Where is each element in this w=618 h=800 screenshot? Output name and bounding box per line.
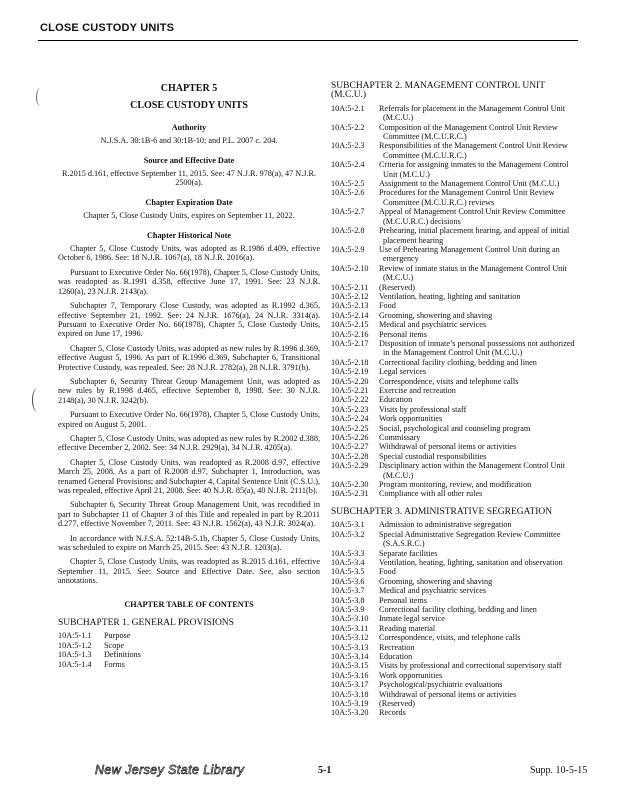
section-title: Records xyxy=(379,708,406,718)
toc-row xyxy=(331,292,581,301)
subchapter-3-title: SUBCHAPTER 3. ADMINISTRATIVE SEGREGATION xyxy=(331,506,553,517)
toc-row xyxy=(331,671,581,680)
toc-row xyxy=(331,643,581,652)
section-code: 10A:5-3.19 xyxy=(331,699,369,708)
section-title: Correspondence, visits, and telephone calls xyxy=(379,633,521,643)
subchapter-2-title: SUBCHAPTER 2. MANAGEMENT CONTROL UNIT (M.C.U.) xyxy=(331,81,545,101)
section-title: Grooming, showering and shaving xyxy=(379,310,493,320)
section-title: Withdrawal of personal items or activities xyxy=(379,689,517,699)
toc-title: CHAPTER TABLE OF CONTENTS xyxy=(124,599,254,609)
section-title: Prehearing, initial placement hearing, and appeal of initial placement hearing xyxy=(379,226,570,245)
section-title: Grooming, showering and shaving xyxy=(379,576,493,586)
toc-row xyxy=(331,520,581,529)
section-code: 10A:5-3.6 xyxy=(331,576,365,586)
toc-row xyxy=(331,699,581,708)
section-code: 10A:5-2.3 xyxy=(331,141,365,151)
section-title: Correctional facility clothing, bedding and linen xyxy=(379,357,537,367)
subchapter-3-list xyxy=(331,520,581,718)
toc-row xyxy=(331,433,581,442)
expiration-text: Chapter 5, Close Custody Units, expires on September 11, 2022. xyxy=(83,211,295,221)
toc-row xyxy=(58,631,320,640)
subchapter-1-list xyxy=(58,631,320,669)
section-title: Work opportunities xyxy=(379,670,443,680)
section-title: Admission to administrative segregation xyxy=(379,520,512,530)
section-code: 10A:5-3.12 xyxy=(331,633,369,643)
section-title: Visits by professional staff xyxy=(379,404,467,414)
toc-row xyxy=(331,452,581,461)
toc-row xyxy=(331,245,581,264)
history-paragraph: Chapter 5, Close Custody Units, was adopted as R.1986 d.409, effective October 6, 1986. See: 18 N.J.R. 1067(a), 18 N.J.R. 2016(a). xyxy=(58,244,320,263)
toc-row xyxy=(331,207,581,226)
toc-row xyxy=(331,414,581,423)
section-code: 10A:5-3.17 xyxy=(331,680,369,690)
section-code: 10A:5-2.7 xyxy=(331,207,365,217)
section-title: Reading material xyxy=(379,623,436,633)
section-code: 10A:5-2.24 xyxy=(331,414,369,424)
section-title: Correctional facility clothing, bedding and linen xyxy=(379,604,537,614)
margin-mark xyxy=(32,388,43,412)
source-text: R.2015 d.161, effective September 11, 2015. See: 47 N.J.R. 978(a), 47 N.J.R. 2500(a). xyxy=(61,169,316,188)
history-paragraph: In accordance with N.J.S.A. 52:14B-5.1b, Chapter 5, Close Custody Units, was scheduled to expire on March 25, 2015. See: 43 N.J.R. 1203(a). xyxy=(58,533,320,553)
section-code: 10A:5-2.18 xyxy=(331,357,369,367)
section-code: 10A:5-3.15 xyxy=(331,661,369,671)
section-title: (Reserved) xyxy=(379,699,415,708)
toc-row xyxy=(331,367,581,376)
section-title: Social, psychological and counseling program xyxy=(379,423,531,433)
chapter-number: CHAPTER 5 xyxy=(160,83,218,94)
toc-row xyxy=(331,624,581,633)
section-code: 10A:5-2.23 xyxy=(331,404,369,414)
toc-row xyxy=(331,661,581,670)
toc-row xyxy=(331,160,581,179)
toc-row xyxy=(331,480,581,489)
history-paragraph: Chapter 5, Close Custody Units, was readopted as R.2015 d.161, effective September 11, 2015. See: Source and Effective Date. See, also section annotations. xyxy=(58,557,320,586)
section-title: Education xyxy=(379,651,413,661)
section-code: 10A:5-3.18 xyxy=(331,689,369,699)
toc-row xyxy=(58,641,320,650)
section-title: (Reserved) xyxy=(379,282,415,292)
section-code: 10A:5-3.11 xyxy=(331,623,369,633)
history-paragraph: Pursuant to Executive Order No. 66(1978), Chapter 5, Close Custody Units, was readopted as R.1991 d.358, effective June 17, 1991. See: 23 N.J.R. 1260(a), 23 N.J.R. 2143(a). xyxy=(58,267,320,296)
section-code: 10A:5-1.1 xyxy=(58,631,92,641)
toc-row xyxy=(331,567,581,576)
section-code: 10A:5-2.22 xyxy=(331,395,369,405)
section-code: 10A:5-3.7 xyxy=(331,586,365,596)
section-code: 10A:5-1.3 xyxy=(58,650,92,660)
section-title: Medical and psychiatric services xyxy=(379,586,487,596)
section-title: Ventilation, heating, lighting and sanitation xyxy=(379,291,521,301)
history-paragraph: Chapter 5, Close Custody Units, was adopted as new rules by R.2002 d.388, effective December 2, 2002. See: 34 N.J.R. 2929(a), 34 N.J.R. 4205(a). xyxy=(58,433,320,453)
section-code: 10A:5-2.9 xyxy=(331,244,365,254)
subchapter-2-list xyxy=(331,104,581,499)
section-title: Disposition of inmate’s personal possessions not authorized in the Management Control Unit (M.C.U.) xyxy=(379,338,575,358)
toc-row xyxy=(58,650,320,659)
section-code: 10A:5-3.3 xyxy=(331,548,365,558)
section-title: Review of inmate status in the Management Control Unit (M.C.U.) xyxy=(379,263,567,283)
history-paragraph: Chapter 5, Close Custody Units, was readopted as R.2008 d.97, effective March 25, 2008. As a part of R.2008 d.97, Subchapter 1, Introduction, was renamed General Provisions; and Subchapter 4, Capital Sentence Unit (C.S.U.), was repealed, effective April 21, 2008. See: 40 N.J.R. 85(a), 40 N.J.R. 2111(b). xyxy=(58,457,320,495)
toc-row xyxy=(331,311,581,320)
section-code: 10A:5-3.8 xyxy=(331,595,365,605)
section-title: Use of Prehearing Management Control Unit during an emergency xyxy=(379,244,560,264)
history-heading: Chapter Historical Note xyxy=(147,230,231,240)
section-code: 10A:5-2.29 xyxy=(331,461,369,471)
subchapter-1-title: SUBCHAPTER 1. GENERAL PROVISIONS xyxy=(58,618,234,629)
toc-row xyxy=(331,358,581,367)
section-title: Assignment to the Management Control Unit (M.C.U.) xyxy=(379,179,560,189)
section-code: 10A:5-3.13 xyxy=(331,642,369,652)
toc-row xyxy=(331,633,581,642)
history-paragraph: Subchapter 6, Security Threat Group Management Unit, was adopted as new rules by R.1998 d.465, effective September 8, 1998. See: 30 N.J.R. 2148(a), 30 N.J.R. 3242(b). xyxy=(58,376,320,405)
section-title: Scope xyxy=(104,640,125,650)
section-title: Responsibilities of the Management Control Unit Review Committee (M.C.U.R.C.) xyxy=(379,141,568,160)
chapter-title: CLOSE CUSTODY UNITS xyxy=(130,100,248,112)
section-title: Disciplinary action within the Management Control Unit (M.C.U.) xyxy=(379,461,566,480)
library-watermark: New Jersey State Library xyxy=(95,763,245,777)
section-code: 10A:5-2.2 xyxy=(331,122,365,132)
section-code: 10A:5-1.4 xyxy=(58,659,92,669)
toc-row xyxy=(331,104,581,123)
section-code: 10A:5-2.28 xyxy=(331,451,369,461)
history-paragraph: Subchapter 6, Security Threat Group Management Unit, was recodified in part to Subchapter 11 of Chapter 3 of this Title and repealed in part by R.2011 d.277, effective November 7, 2011. See: 43 N.J.R. 1562(a), 43 N.J.R. 3024(a). xyxy=(58,500,320,529)
section-title: Medical and psychiatric services xyxy=(379,320,487,330)
section-code: 10A:5-3.5 xyxy=(331,567,365,577)
section-title: Composition of the Management Control Unit Review Committee (M.C.U.R.C.) xyxy=(379,122,558,142)
section-title: Correspondence, visits and telephone calls xyxy=(379,376,519,386)
section-title: Separate facilities xyxy=(379,548,438,558)
section-title: Special Administrative Segregation Review Committee (S.A.S.R.C.) xyxy=(379,529,561,549)
section-title: Compliance with all other rules xyxy=(379,489,483,499)
toc-row xyxy=(331,442,581,451)
section-title: Referrals for placement in the Management Control Unit (M.C.U.) xyxy=(379,103,566,123)
section-title: Personal items xyxy=(379,595,427,605)
section-code: 10A:5-2.11 xyxy=(331,282,369,292)
section-title: Recreation xyxy=(379,642,415,652)
section-title: Legal services xyxy=(379,367,427,377)
toc-row xyxy=(331,586,581,595)
header-rule xyxy=(38,40,578,41)
toc-row xyxy=(331,123,581,142)
toc-row xyxy=(331,377,581,386)
toc-row xyxy=(331,188,581,207)
toc-row xyxy=(331,680,581,689)
section-code: 10A:5-3.9 xyxy=(331,604,365,614)
section-title: Personal items xyxy=(379,329,427,339)
section-title: Withdrawal of personal items or activities xyxy=(379,442,517,452)
section-title: Food xyxy=(379,567,396,577)
toc-row xyxy=(331,283,581,292)
section-code: 10A:5-2.19 xyxy=(331,367,369,377)
section-code: 10A:5-2.6 xyxy=(331,188,365,198)
toc-row xyxy=(331,489,581,498)
section-code: 10A:5-3.2 xyxy=(331,529,365,539)
section-code: 10A:5-3.20 xyxy=(331,708,369,718)
toc-row xyxy=(331,614,581,623)
history-paragraph: Pursuant to Executive Order No. 66(1978), Chapter 5, Close Custody Units, expired on August 5, 2001. xyxy=(58,410,320,429)
section-code: 10A:5-2.31 xyxy=(331,489,369,499)
toc-row xyxy=(331,424,581,433)
section-title: Education xyxy=(379,395,413,405)
toc-row xyxy=(331,652,581,661)
section-code: 10A:5-3.14 xyxy=(331,651,369,661)
running-header: CLOSE CUSTODY UNITS xyxy=(40,22,175,34)
section-code: 10A:5-2.14 xyxy=(331,310,369,320)
section-title: Procedures for the Management Control Unit Review Committee (M.C.U.R.C.) reviews xyxy=(379,188,555,207)
toc-row xyxy=(331,141,581,160)
section-title: Commissary xyxy=(379,433,421,443)
section-title: Forms xyxy=(104,659,125,669)
section-code: 10A:5-2.1 xyxy=(331,103,365,113)
section-code: 10A:5-2.10 xyxy=(331,263,369,273)
section-title: Work opportunities xyxy=(379,414,443,424)
section-code: 10A:5-3.16 xyxy=(331,670,369,680)
section-code: 10A:5-2.17 xyxy=(331,338,369,348)
source-heading: Source and Effective Date xyxy=(143,155,235,165)
toc-row xyxy=(331,708,581,717)
section-title: Exercise and recreation xyxy=(379,386,456,395)
section-title: Ventilation, heating, lighting, sanitation and observation xyxy=(379,557,563,567)
history-paragraph: Subchapter 7, Temporary Close Custody, was adopted as R.1992 d.365, effective September 21, 1992. See: 24 N.J.R. 1676(a), 24 N.J.R. 3314(a). Pursuant to Executive Order No. 66(1978), Chapter 5, Close Custody Units, expired on June 17, 1996. xyxy=(58,301,320,339)
toc-row xyxy=(331,179,581,188)
toc-row xyxy=(331,596,581,605)
toc-row xyxy=(331,320,581,329)
section-title: Special custodial responsibilities xyxy=(379,451,487,461)
section-code: 10A:5-3.4 xyxy=(331,557,365,567)
toc-row xyxy=(331,549,581,558)
section-title: Appeal of Management Control Unit Review Committee (M.C.U.R.C.) decisions xyxy=(379,207,566,226)
section-title: Purpose xyxy=(104,631,131,641)
section-code: 10A:5-2.15 xyxy=(331,320,369,330)
right-column xyxy=(331,82,581,718)
toc-row xyxy=(58,660,320,669)
section-code: 10A:5-2.26 xyxy=(331,433,369,443)
section-title: Psychological/psychiatric evaluations xyxy=(379,680,503,690)
section-code: 10A:5-3.10 xyxy=(331,614,369,624)
toc-row xyxy=(331,690,581,699)
authority-text: N.J.S.A. 30:1B-6 and 30:1B-10; and P.L. 2007 c. 204. xyxy=(100,136,278,146)
section-title: Criteria for assigning inmates to the Management Control Unit (M.C.U.) xyxy=(379,160,569,179)
section-code: 10A:5-2.5 xyxy=(331,179,365,189)
toc-row xyxy=(331,530,581,549)
section-code: 10A:5-2.12 xyxy=(331,291,369,301)
history-note xyxy=(58,244,320,586)
section-title: Program monitoring, review, and modification xyxy=(379,480,532,490)
section-code: 10A:5-3.1 xyxy=(331,520,365,530)
section-code: 10A:5-2.21 xyxy=(331,386,369,395)
section-code: 10A:5-1.2 xyxy=(58,640,92,650)
expiration-heading: Chapter Expiration Date xyxy=(145,197,233,207)
toc-row xyxy=(331,301,581,310)
left-column xyxy=(58,82,320,669)
authority-heading: Authority xyxy=(171,122,207,132)
toc-row xyxy=(331,339,581,358)
section-code: 10A:5-2.25 xyxy=(331,423,369,433)
section-code: 10A:5-2.13 xyxy=(331,301,369,311)
margin-mark xyxy=(36,88,45,106)
history-paragraph: Chapter 5, Close Custody Units, was adopted as new rules by R.1996 d.369, effective August 5, 1996. As part of R.1996 d.369, Subchapter 6, Transitional Protective Custody, was repealed. See: 28 N.J.R. 2782(a), 28 N.J.R. 3791(b). xyxy=(58,343,320,372)
toc-row xyxy=(331,605,581,614)
section-title: Food xyxy=(379,301,396,311)
page-number: 5-1 xyxy=(318,765,332,776)
toc-row xyxy=(331,461,581,480)
section-title: Visits by professional and correctional supervisory staff xyxy=(379,661,562,671)
toc-row xyxy=(331,558,581,567)
toc-row xyxy=(331,226,581,245)
toc-row xyxy=(331,330,581,339)
toc-row xyxy=(331,405,581,414)
section-title: Inmate legal service xyxy=(379,614,445,624)
toc-row xyxy=(331,577,581,586)
supplement-date: Supp. 10-5-15 xyxy=(530,765,588,776)
section-code: 10A:5-2.30 xyxy=(331,480,369,490)
toc-row xyxy=(331,264,581,283)
toc-row xyxy=(331,395,581,404)
section-code: 10A:5-2.8 xyxy=(331,226,365,236)
section-code: 10A:5-2.27 xyxy=(331,442,369,452)
section-code: 10A:5-2.16 xyxy=(331,329,369,339)
toc-row xyxy=(331,386,581,395)
section-code: 10A:5-2.4 xyxy=(331,160,365,170)
section-code: 10A:5-2.20 xyxy=(331,376,369,386)
section-title: Definitions xyxy=(104,650,141,660)
